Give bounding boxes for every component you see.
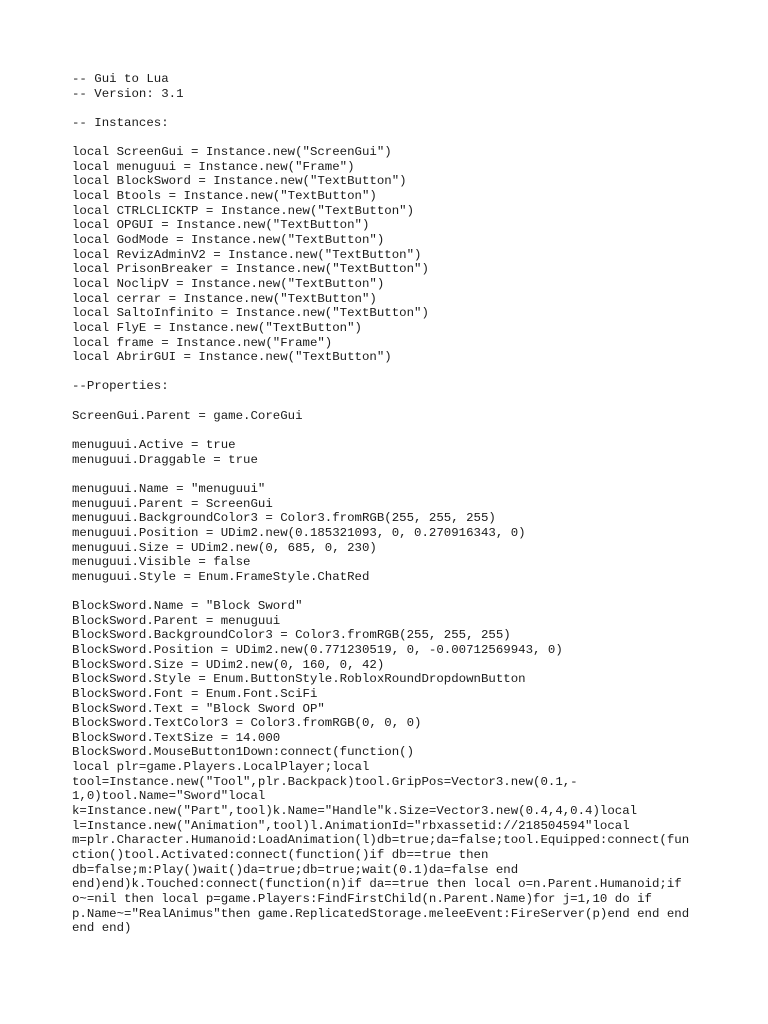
code-line: BlockSword.Name = "Block Sword": [72, 599, 303, 614]
code-line: tool=Instance.new("Tool",plr.Backpack)tool.GripPos=Vector3.new(0.1,-: [72, 774, 578, 789]
code-line: local CTRLCLICKTP = Instance.new("TextButton"): [72, 203, 415, 218]
code-line: BlockSword.Size = UDim2.new(0, 160, 0, 42): [72, 657, 385, 672]
code-line: BlockSword.Position = UDim2.new(0.771230519, 0, -0.00712569943, 0): [72, 642, 563, 657]
blank-line: [72, 423, 712, 438]
code-line: menuguui.Size = UDim2.new(0, 685, 0, 230): [72, 540, 377, 555]
code-line: -- Version: 3.1: [72, 86, 184, 101]
code-line: l=Instance.new("Animation",tool)l.AnimationId="rbxassetid://218504594"local: [72, 818, 630, 833]
code-line: local plr=game.Players.LocalPlayer;local: [72, 760, 370, 775]
blank-line: [72, 584, 712, 599]
code-line: local GodMode = Instance.new("TextButton"): [72, 233, 385, 248]
code-line: menuguui.Position = UDim2.new(0.185321093, 0, 0.270916343, 0): [72, 525, 526, 540]
code-line: local RevizAdminV2 = Instance.new("TextButton"): [72, 247, 422, 262]
code-line: 1,0)tool.Name="Sword"local: [72, 789, 266, 804]
code-line: BlockSword.TextColor3 = Color3.fromRGB(0, 0, 0): [72, 716, 422, 731]
blank-line: [72, 365, 712, 380]
code-line: BlockSword.TextSize = 14.000: [72, 730, 281, 745]
code-line: local FlyE = Instance.new("TextButton"): [72, 320, 362, 335]
code-line: end)end)k.Touched:connect(function(n)if da==true then local o=n.Parent.Humanoid;if: [72, 877, 682, 892]
code-line: o~=nil then local p=game.Players:FindFirstChild(n.Parent.Name)for j=1,10 do if: [72, 891, 652, 906]
code-line: local frame = Instance.new("Frame"): [72, 335, 333, 350]
blank-line: [72, 394, 712, 409]
code-line: local menuguui = Instance.new("Frame"): [72, 159, 355, 174]
code-line: -- Gui to Lua: [72, 72, 169, 86]
code-line: local ScreenGui = Instance.new("ScreenGui"): [72, 145, 392, 160]
code-line: local Btools = Instance.new("TextButton"): [72, 189, 377, 204]
code-line: local SaltoInfinito = Instance.new("TextButton"): [72, 306, 429, 321]
code-line: menuguui.Draggable = true: [72, 452, 258, 467]
code-line: local OPGUI = Instance.new("TextButton"): [72, 218, 370, 233]
code-line: db=false;m:Play()wait()da=true;db=true;wait(0.1)da=false end: [72, 862, 519, 877]
code-line: BlockSword.MouseButton1Down:connect(function(): [72, 745, 415, 760]
blank-line: [72, 467, 712, 482]
code-line: menuguui.Style = Enum.FrameStyle.ChatRed: [72, 569, 370, 584]
code-line: menuguui.BackgroundColor3 = Color3.fromRGB(255, 255, 255): [72, 511, 496, 526]
code-line: ction()tool.Activated:connect(function()if db==true then: [72, 847, 489, 862]
code-line: -- Instances:: [72, 115, 169, 130]
code-line: ScreenGui.Parent = game.CoreGui: [72, 408, 303, 423]
code-line: local BlockSword = Instance.new("TextButton"): [72, 174, 407, 189]
code-line: menuguui.Name = "menuguui": [72, 481, 266, 496]
code-line: m=plr.Character.Humanoid:LoadAnimation(l)db=true;da=false;tool.Equipped:connect(fun: [72, 833, 690, 848]
code-document: [72, 72, 712, 936]
code-line: --Properties:: [72, 379, 169, 394]
code-line: menuguui.Visible = false: [72, 555, 251, 570]
code-line: local PrisonBreaker = Instance.new("TextButton"): [72, 262, 429, 277]
code-line: menuguui.Active = true: [72, 438, 236, 453]
blank-line: [72, 101, 712, 116]
code-line: local AbrirGUI = Instance.new("TextButton"): [72, 350, 392, 365]
code-line: local NoclipV = Instance.new("TextButton"): [72, 276, 385, 291]
code-line: k=Instance.new("Part",tool)k.Name="Handle"k.Size=Vector3.new(0.4,4,0.4)local: [72, 804, 638, 819]
code-line: BlockSword.Text = "Block Sword OP": [72, 701, 325, 716]
code-line: BlockSword.BackgroundColor3 = Color3.fromRGB(255, 255, 255): [72, 628, 511, 643]
code-line: p.Name~="RealAnimus"then game.ReplicatedStorage.meleeEvent:FireServer(p)end end end: [72, 906, 690, 921]
code-line: BlockSword.Style = Enum.ButtonStyle.RobloxRoundDropdownButton: [72, 672, 526, 687]
code-line: end end): [72, 921, 132, 936]
code-line: local cerrar = Instance.new("TextButton"): [72, 291, 377, 306]
code-line: menuguui.Parent = ScreenGui: [72, 496, 273, 511]
blank-line: [72, 131, 712, 146]
code-line: BlockSword.Parent = menuguui: [72, 613, 281, 628]
code-line: BlockSword.Font = Enum.Font.SciFi: [72, 686, 318, 701]
